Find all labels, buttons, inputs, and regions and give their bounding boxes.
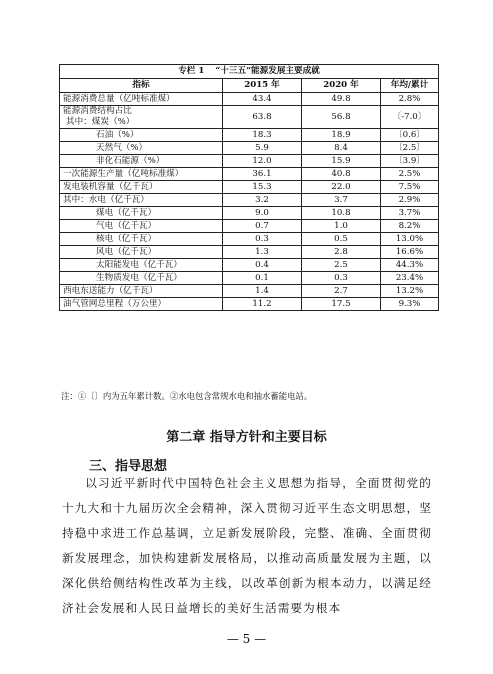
table-row xyxy=(60,168,439,181)
row-label: 石油（%） xyxy=(60,129,223,142)
row-label: 气电（亿千瓦） xyxy=(60,220,223,233)
cell-y2020: 56.8 xyxy=(302,106,381,129)
row-label: 风电（亿千瓦） xyxy=(60,246,223,259)
cell-y2020: 0.5 xyxy=(302,233,381,246)
table-row xyxy=(60,246,439,259)
cell-avg: 8.2% xyxy=(381,220,439,233)
table-row xyxy=(60,259,439,272)
table-row xyxy=(60,181,439,194)
caption-label: 专栏 1 xyxy=(178,66,205,76)
cell-y2015: 43.4 xyxy=(223,93,302,106)
table-row xyxy=(60,298,439,311)
row-label: 太阳能发电（亿千瓦） xyxy=(60,259,223,272)
header-2015: 2015 年 xyxy=(223,79,302,93)
cell-avg: 〔2.5〕 xyxy=(381,142,439,155)
row-label: 能源消费总量（亿吨标准煤） xyxy=(60,93,223,106)
cell-y2020: 18.9 xyxy=(302,129,381,142)
header-indicator: 指标 xyxy=(60,79,223,93)
cell-y2015: 5.9 xyxy=(223,142,302,155)
table-caption xyxy=(60,65,439,79)
cell-y2015: 0.1 xyxy=(223,272,302,285)
cell-avg: 13.2% xyxy=(381,285,439,298)
cell-y2015: 0.4 xyxy=(223,259,302,272)
cell-avg: 3.7% xyxy=(381,207,439,220)
row-label: 一次能源生产量（亿吨标准煤） xyxy=(60,168,223,181)
cell-y2020: 2.5 xyxy=(302,259,381,272)
cell-y2015: 0.7 xyxy=(223,220,302,233)
cell-avg: 2.8% xyxy=(381,93,439,106)
cell-y2015: 11.2 xyxy=(223,298,302,311)
page-number: — 5 — xyxy=(226,632,267,646)
table-row xyxy=(60,155,439,168)
cell-y2020: 10.8 xyxy=(302,207,381,220)
cell-y2020: 3.7 xyxy=(302,194,381,207)
caption-title: “十三五”能源发展主要成就 xyxy=(215,66,320,76)
row-label-line2: 其中：煤炭（%） xyxy=(66,117,135,127)
cell-y2015: 1.3 xyxy=(223,246,302,259)
cell-y2020: 49.8 xyxy=(302,93,381,106)
cell-avg: 23.4% xyxy=(381,272,439,285)
cell-y2020: 22.0 xyxy=(302,181,381,194)
row-label-line1: 能源消费结构占比 xyxy=(63,106,132,116)
table-note: 注：①〔〕内为五年累计数。②水电包含常规水电和抽水蓄能电站。 xyxy=(61,391,313,401)
cell-avg: 13.0% xyxy=(381,233,439,246)
table-row xyxy=(60,220,439,233)
row-label: 其中：水电（亿千瓦） xyxy=(60,194,223,207)
table-row xyxy=(60,272,439,285)
table-caption-row xyxy=(60,65,439,79)
table-row xyxy=(60,106,439,129)
cell-y2015: 63.8 xyxy=(223,106,302,129)
cell-y2015: 18.3 xyxy=(223,129,302,142)
row-label: 西电东送能力（亿千瓦） xyxy=(60,285,223,298)
table-row xyxy=(60,285,439,298)
body-paragraph: 以习近平新时代中国特色社会主义思想为指导，全面贯彻党的十九大和十九届历次全会精神，深入贯彻习近平生态文明思想，坚持稳中求进工作总基调，立足新发展阶段，完整、准确、全面贯彻新发展理念，加快构建新发展格局，以推动高质量发展为主题，以深化供给侧结构性改革为主线，以改革创新为根本动力，以满足经济社会发展和人民日益增长的美好生活需要为根本 xyxy=(62,476,432,615)
header-2020: 2020 年 xyxy=(302,79,381,93)
cell-y2015: 0.3 xyxy=(223,233,302,246)
cell-y2015: 15.3 xyxy=(223,181,302,194)
energy-achievements-table xyxy=(59,64,439,311)
cell-y2020: 17.5 xyxy=(302,298,381,311)
cell-avg: 7.5% xyxy=(381,181,439,194)
cell-y2020: 1.0 xyxy=(302,220,381,233)
cell-avg: 44.3% xyxy=(381,259,439,272)
table-row xyxy=(60,129,439,142)
cell-y2015: 1.4 xyxy=(223,285,302,298)
table-row xyxy=(60,194,439,207)
table-row xyxy=(60,142,439,155)
table-body xyxy=(60,93,439,311)
cell-y2020: 15.9 xyxy=(302,155,381,168)
table-row xyxy=(60,93,439,106)
cell-avg: 〔-7.0〕 xyxy=(381,106,439,129)
cell-y2020: 2.7 xyxy=(302,285,381,298)
cell-avg: 9.3% xyxy=(381,298,439,311)
cell-y2020: 0.3 xyxy=(302,272,381,285)
row-label xyxy=(60,106,223,129)
row-label: 生物质发电（亿千瓦） xyxy=(60,272,223,285)
chapter-title: 第二章 指导方针和主要目标 xyxy=(166,430,327,445)
row-label: 发电装机容量（亿千瓦） xyxy=(60,181,223,194)
cell-avg: 〔0.6〕 xyxy=(381,129,439,142)
cell-y2020: 40.8 xyxy=(302,168,381,181)
row-label: 核电（亿千瓦） xyxy=(60,233,223,246)
header-average: 年均/累计 xyxy=(381,79,439,93)
cell-y2015: 12.0 xyxy=(223,155,302,168)
cell-y2015: 36.1 xyxy=(223,168,302,181)
cell-avg: 16.6% xyxy=(381,246,439,259)
row-label: 非化石能源（%） xyxy=(60,155,223,168)
table-row xyxy=(60,207,439,220)
cell-y2020: 8.4 xyxy=(302,142,381,155)
row-label: 煤电（亿千瓦） xyxy=(60,207,223,220)
cell-avg: 2.9% xyxy=(381,194,439,207)
cell-y2015: 9.0 xyxy=(223,207,302,220)
row-label: 油气管网总里程（万公里） xyxy=(60,298,223,311)
table-row xyxy=(60,233,439,246)
cell-y2015: 3.2 xyxy=(223,194,302,207)
cell-avg: 2.5% xyxy=(381,168,439,181)
row-label: 天然气（%） xyxy=(60,142,223,155)
cell-y2020: 2.8 xyxy=(302,246,381,259)
table-header-row xyxy=(60,79,439,93)
cell-avg: 〔3.9〕 xyxy=(381,155,439,168)
section-title: 三、指导思想 xyxy=(89,459,168,474)
